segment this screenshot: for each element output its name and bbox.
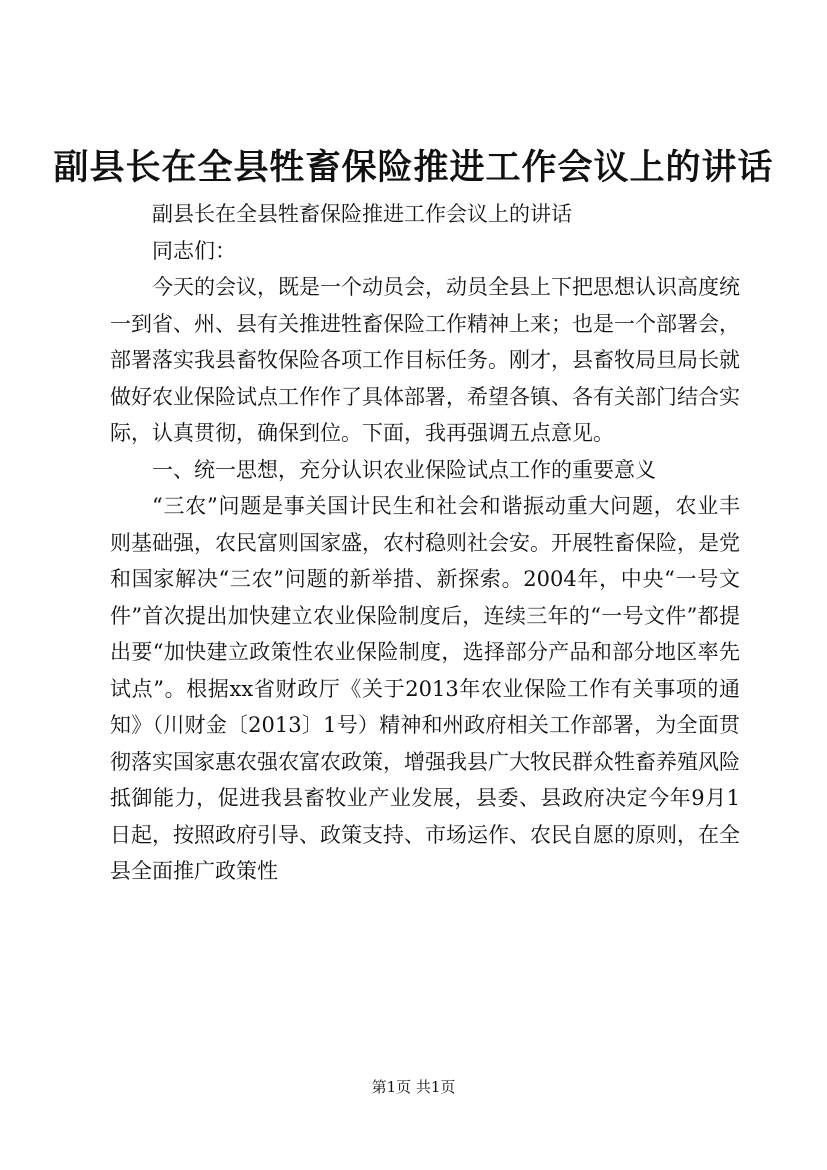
salutation-paragraph: 同志们：: [152, 238, 236, 263]
page-footer: 第1页 共1页: [371, 1078, 456, 1096]
body-paragraph: 今天的会议，既是一个动员会，动员全县上下把思想认识高度统一到省、州、县有关推进牲畜保险工作精神上来；也是一个部署会，部署落实我县畜牧保险各项工作目标任务。刚才，县畜牧局旦局长就做好农业保险试点工作作了具体部署，希望各镇、各有关部门结合实际，认真贯彻，确保到位。下面，我再强调五点意见。: [110, 275, 740, 445]
section-heading: 一、统一思想，充分认识农业保险试点工作的重要意义: [152, 457, 656, 482]
subtitle-paragraph: 副县长在全县牲畜保险推进工作会议上的讲话: [152, 202, 572, 226]
body-paragraph: “三农”问题是事关国计民生和社会和谐振动重大问题，农业丰则基础强，农民富则国家盛，农村稳则社会安。开展牲畜保险，是党和国家解决“三农”问题的新举措、新探索。2004年，中央“一号文件”首次提出加快建立农业保险制度后，连续三年的“一号文件”都提出要“加快建立政策性农业保险制度，选择部分产品和部分地区率先试点”。根据xx省财政厅《关于2013年农业保险工作有关事项的通知》（川财金〔2013〕1号）精神和州政府相关工作部署，为全面贯彻落实国家惠农强农富农政策，增强我县广大牧民群众牲畜养殖风险抵御能力，促进我县畜牧业产业发展，县委、县政府决定今年9月1日起，按照政府引导、政策支持、市场运作、农民自愿的原则，在全县全面推广政策性: [110, 494, 740, 883]
page-title: 副县长在全县牲畜保险推进工作会议上的讲话: [53, 147, 774, 188]
document-body: [110, 196, 740, 890]
